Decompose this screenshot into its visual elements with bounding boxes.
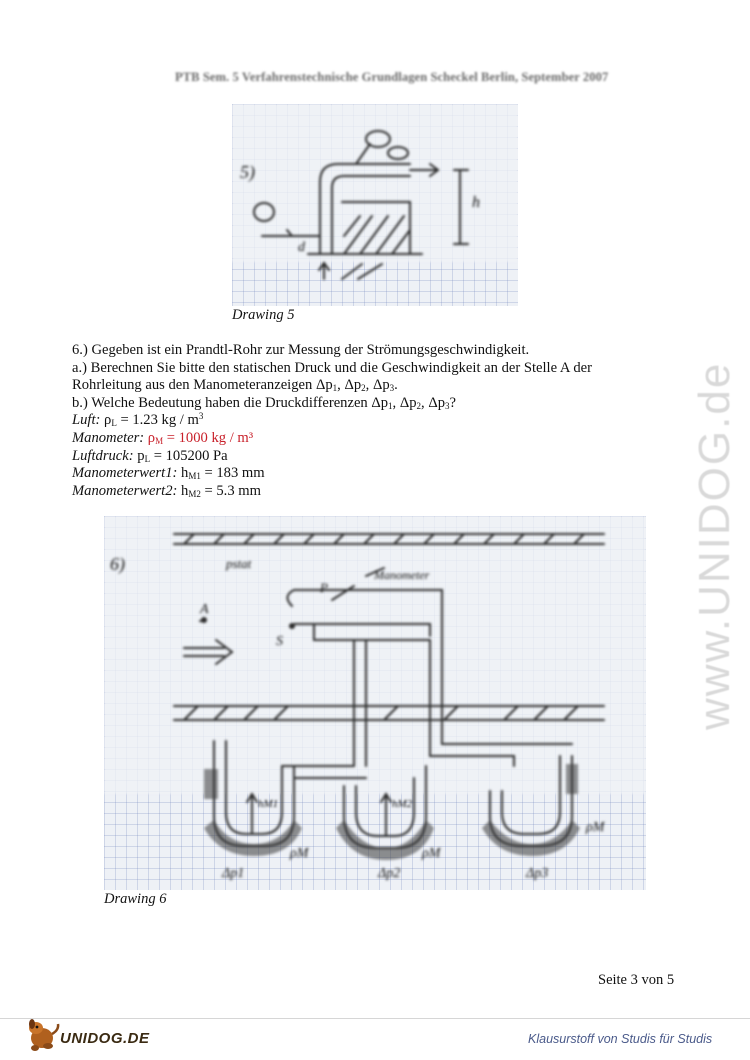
given-manometer-density: Manometer: $\rho_M = 1000$ kg / m³ xyxy=(72,429,254,446)
drawing-6-label-dp1: Δp1 xyxy=(222,866,245,881)
drawing-6-label-dp3: Δp3 xyxy=(526,866,549,881)
footer-slogan: Klausurstoff von Studis für Studis xyxy=(528,1032,713,1046)
page-header: PTB Sem. 5 Verfahrenstechnische Grundlagen Scheckel Berlin, September 2007 xyxy=(175,70,609,84)
drawing-6-label-section: 6) xyxy=(110,554,125,574)
given-manometer-value-1: Manometerwert1: $h_{M1} = 183$ mm xyxy=(72,465,265,482)
watermark-text: www.UNIDOG.de xyxy=(690,361,739,730)
drawing-6-label-a: A xyxy=(200,602,209,617)
unidog-logo xyxy=(26,1014,156,1054)
dog-icon xyxy=(26,1014,62,1054)
drawing-6-label-s: S xyxy=(276,634,283,649)
drawing-6-label-rho2: ρM xyxy=(422,846,441,861)
drawing-6-label-rho1: ρM xyxy=(290,846,309,861)
drawing-6-label-h1: hM1 xyxy=(258,798,279,810)
drawing-5-label-h: h xyxy=(472,194,480,211)
drawing-6-label-p: P xyxy=(320,580,328,595)
drawing-5-caption: Drawing 5 xyxy=(232,307,295,323)
given-air-pressure: Luftdruck: $p_L = 105200$ Pa xyxy=(72,447,228,464)
drawing-5-label-d: d xyxy=(298,240,305,255)
drawing-6-label-rho3: ρM xyxy=(586,820,605,835)
given-manometer-value-2: Manometerwert2: $h_{M2} = 5.3$ mm xyxy=(72,482,261,499)
drawing-5-label-section: 5) xyxy=(240,162,255,182)
drawing-6-caption: Drawing 6 xyxy=(104,891,167,907)
given-air-density: Luft: $\rho_L = 1.23$ kg / $m^3$ xyxy=(72,411,204,429)
problem-line-1: 6.) Gegeben ist ein Prandtl-Rohr zur Messung der Strömungsgeschwindigkeit. xyxy=(72,342,530,358)
drawing-6-label-h2: hM2 xyxy=(392,798,413,810)
problem-line-4: b.) Welche Bedeutung haben die Druckdifferenzen $\Delta p_1$, $\Delta p_2$, $\Delta p_3$? xyxy=(72,394,456,411)
drawing-6 xyxy=(104,516,646,890)
drawing-6-label-pstat: pstat xyxy=(226,556,252,571)
watermark xyxy=(610,270,750,730)
logo-text: UNIDOG.DE xyxy=(60,1030,150,1047)
problem-text xyxy=(72,342,672,500)
problem-line-2: a.) Berechnen Sie bitte den statischen Druck und die Geschwindigkeit an der Stelle A der xyxy=(72,359,592,376)
problem-line-3: Rohrleitung aus den Manometeranzeigen $\Delta p_1$, $\Delta p_2$, $\Delta p_3$. xyxy=(72,377,398,394)
drawing-5 xyxy=(232,104,518,306)
drawing-6-label-dp2: Δp2 xyxy=(378,866,401,881)
page-number: Seite 3 von 5 xyxy=(598,972,675,988)
drawing-6-label-manometer: Manometer xyxy=(374,568,430,582)
